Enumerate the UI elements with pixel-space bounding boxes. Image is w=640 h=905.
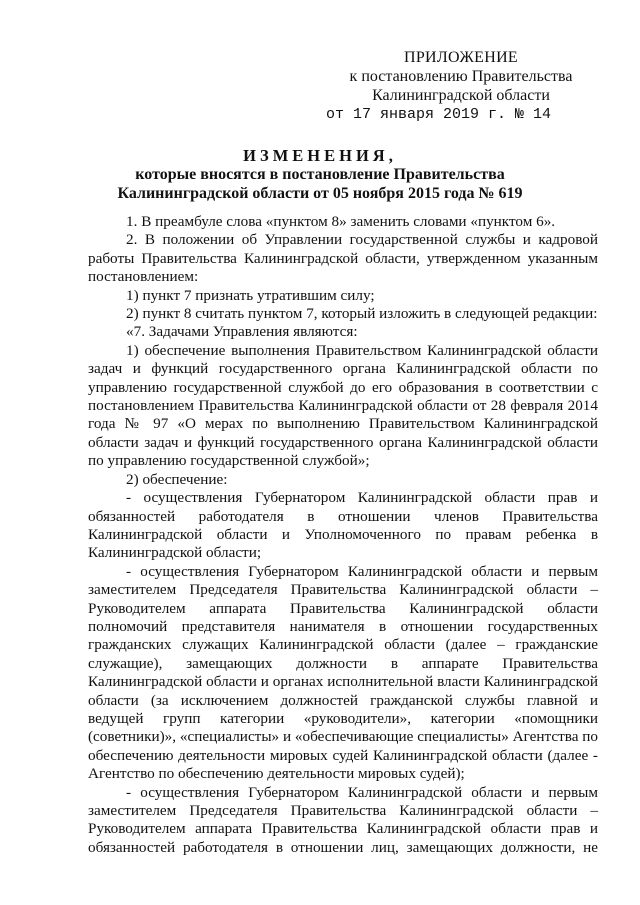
paragraph-9: - осуществления Губернатором Калининградской области и первым заместителем Председателя Правительства Калининградской области – Руководителем аппарата Правительства Калининградской области полномочий представителя нанимателя в отношении государственных гражданских служащих Калининградской области (далее – гражданские служащие), замещающих должности в аппарате Правительства Калининградской области и органах исполнительной власти Калининградской области (за исключением должностей гражданской службы главной и ведущей групп категории «руководители», категории «помощники (советники)», «специалисты» и «обеспечивающие специалисты» Агентства по обеспечению деятельности мировых судей Калининградской области (далее - Агентство по обеспечению деятельности мировых судей); <box>88 562 598 783</box>
document-title <box>0 146 640 203</box>
paragraph-1: 1. В преамбуле слова «пунктом 8» заменить словами «пунктом 6». <box>126 213 556 230</box>
paragraph-6: 1) обеспечение выполнения Правительством Калининградской области задач и функций государственного органа Калининградской области по управлению государственной службой до его образования в соответствии с постановлением Правительства Калининградской области от 28 февраля 2014 года № 97 «О мерах по выполнению Правительством Калининградской области задач и функций государственного органа Калининградской области по управлению государственной службой»; <box>88 341 598 470</box>
title-subtitle-1: которые вносятся в постановление Правительства <box>135 166 505 183</box>
paragraph-4: 2) пункт 8 считать пунктом 7, который изложить в следующей редакции: <box>126 305 598 323</box>
appendix-line-region: Калининградской области <box>372 87 550 104</box>
appendix-header <box>326 48 596 124</box>
paragraph-2: 2. В положении об Управлении государственной службы и кадровой работы Правительства Калининградской области, утвержденном указанным постановлением: <box>88 231 598 286</box>
title-subtitle-2: Калининградской области от 05 ноября 2015 года № 619 <box>117 185 523 202</box>
appendix-line-resolution: к постановлению Правительства <box>349 68 573 85</box>
paragraph-5: «7. Задачами Управления являются: <box>126 323 358 341</box>
document-body <box>88 213 598 857</box>
paragraph-3: 1) пункт 7 признать утратившим силу; <box>126 286 375 304</box>
paragraph-7: 2) обеспечение: <box>126 470 228 488</box>
appendix-date-number: от 17 января 2019 г. № 14 <box>326 106 552 123</box>
title-heading: ИЗМЕНЕНИЯ, <box>243 146 397 165</box>
paragraph-10: - осуществления Губернатором Калининградской области и первым заместителем Председателя Правительства Калининградской области – Руководителем аппарата Правительства Калининградской области прав и обязанностей работодателя в отношении лиц, замещающих должности, не <box>88 783 598 856</box>
paragraph-8: - осуществления Губернатором Калининградской области прав и обязанностей работодателя в отношении членов Правительства Калининградской области и Уполномоченного по правам ребенка в Калининградской области; <box>88 489 598 562</box>
appendix-label: ПРИЛОЖЕНИЕ <box>403 49 518 66</box>
